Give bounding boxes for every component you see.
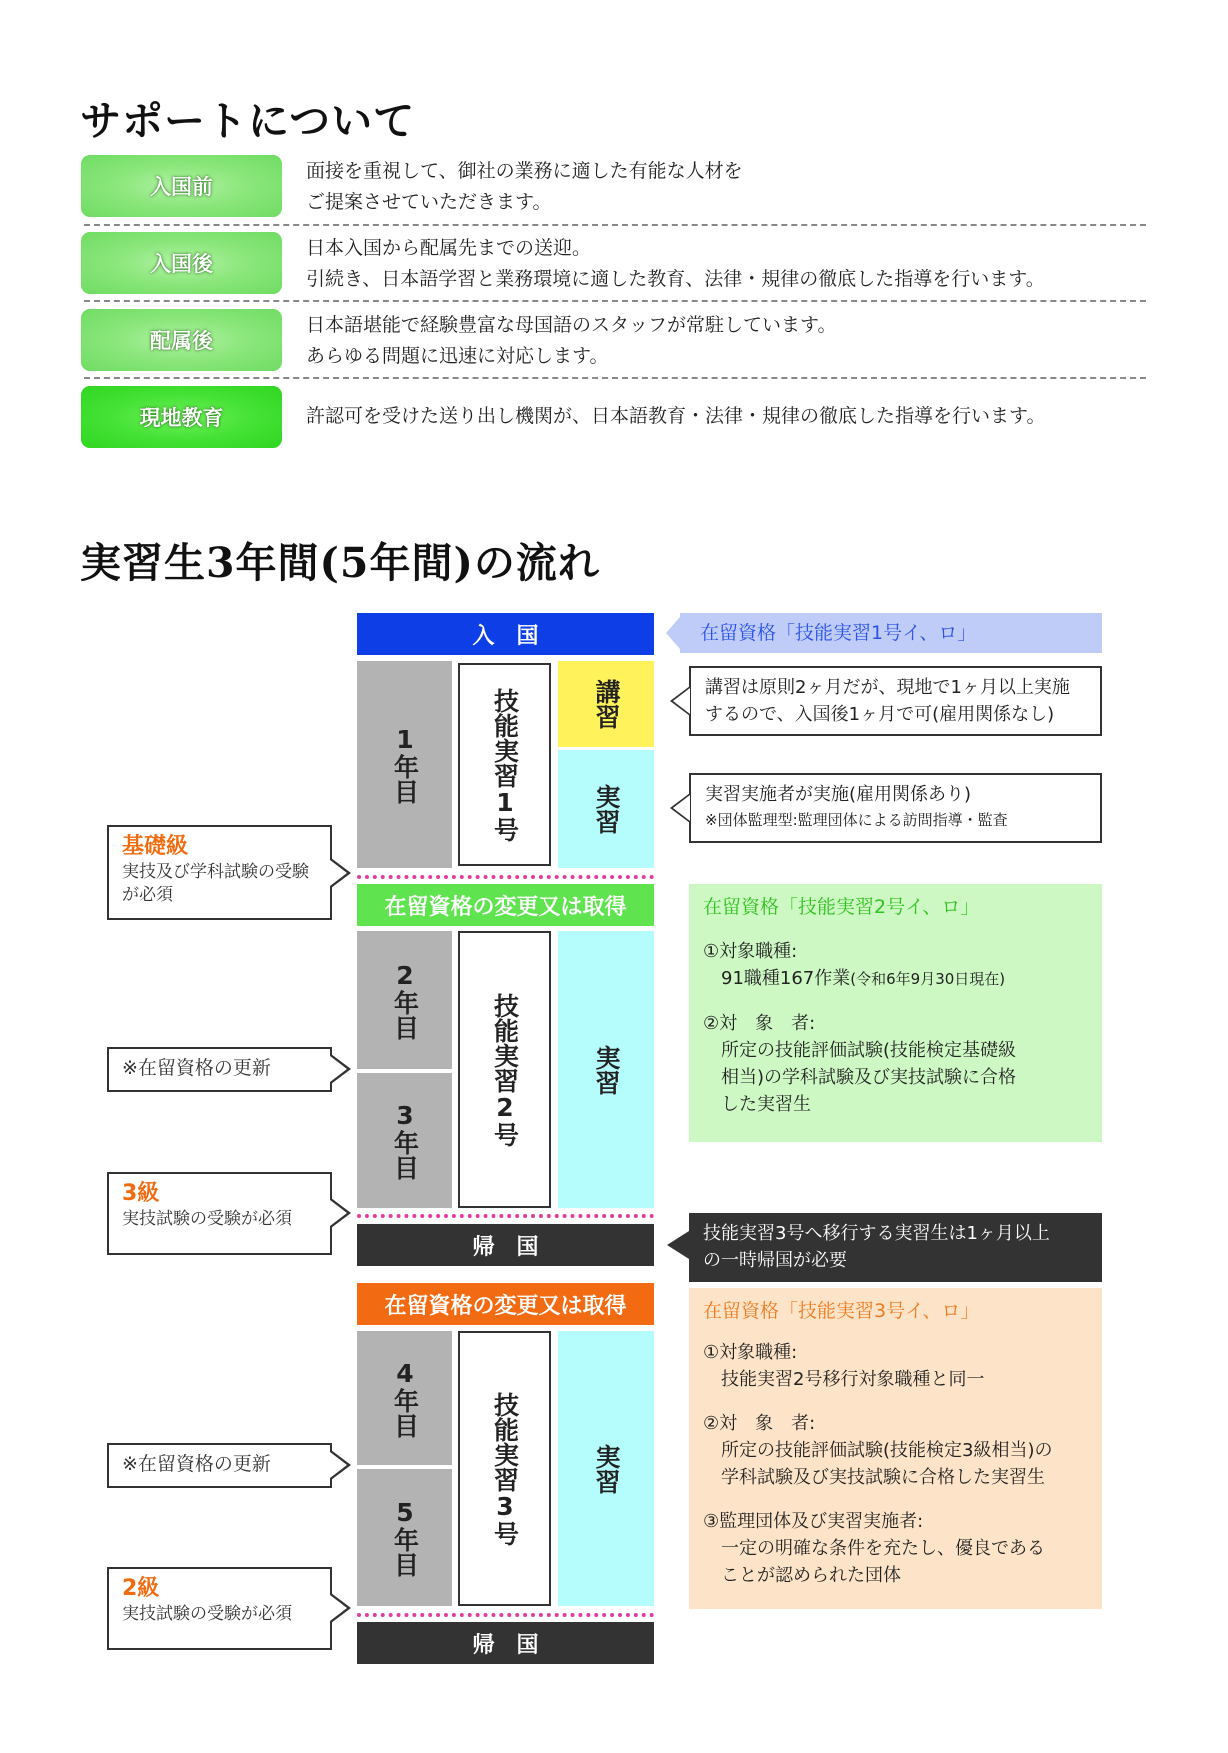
- practice-label: 実習: [592, 1443, 621, 1494]
- callout-tail: [667, 1231, 689, 1259]
- year-4-cell: [357, 1331, 452, 1465]
- year-3-label: 3年目: [390, 1101, 420, 1180]
- support-label-before-entry: 入国前: [81, 155, 282, 217]
- year-3-cell: [357, 1073, 452, 1208]
- year-2-cell: [357, 931, 452, 1069]
- lecture-cell: [558, 661, 654, 747]
- support-text-before-entry: 面接を重視して、御社の業務に適した有能な人材を ご提案させていただきます。: [306, 160, 743, 213]
- lecture-note: 講習は原則2ヶ月だが、現地で1ヶ月以上実施 するので、入国後1ヶ月で可(雇用関係なし): [689, 666, 1102, 736]
- support-label-after-assignment: 配属後: [81, 309, 282, 371]
- note-level-2: 2級 実技試験の受験が必須: [107, 1567, 332, 1650]
- entry-bar: 入 国: [357, 613, 654, 655]
- exam-divider: [357, 1214, 654, 1218]
- note-renewal-1: ※在留資格の更新: [107, 1047, 332, 1092]
- practice-cell-3: [558, 1331, 654, 1606]
- status-2-panel: 在留資格「技能実習2号イ、ロ」 ①対象職種: 91職種167作業(令和6年9月30日現在) ②対 象 者: 所定の技能評価試験(技能検定基礎級 相当)の学科試験及び実技試験に合格 した実習生: [689, 884, 1102, 1142]
- final-return-bar: 帰 国: [357, 1622, 654, 1664]
- level-2: 2級: [122, 1576, 160, 1601]
- year-5-label: 5年目: [390, 1498, 420, 1577]
- program-1-cell: [458, 663, 551, 866]
- support-text-after-assignment: 日本語堪能で経験豊富な母国語のスタッフが常駐しています。 あらゆる問題に迅速に対応します。: [306, 314, 837, 367]
- program-3-cell: [458, 1331, 551, 1606]
- status-2-title: 在留資格「技能実習2号イ、ロ」: [703, 896, 980, 918]
- note-level-3: 3級 実技試験の受験が必須: [107, 1172, 332, 1255]
- support-label-after-entry: 入国後: [81, 232, 282, 294]
- status-3-title: 在留資格「技能実習3号イ、ロ」: [703, 1300, 980, 1322]
- support-text-after-entry: 日本入国から配属先までの送迎。 引続き、日本語学習と業務環境に適した教育、法律・規律の徹底した指導を行います。: [306, 237, 1045, 290]
- practice-cell-2: [558, 931, 654, 1208]
- level-3: 3級: [122, 1181, 160, 1206]
- program-3-label: 技能実習3号: [490, 1391, 520, 1546]
- program-2-cell: [458, 931, 551, 1208]
- note-renewal-2: ※在留資格の更新: [107, 1443, 332, 1488]
- lecture-label: 講習: [592, 679, 621, 729]
- practice-label: 実習: [592, 784, 621, 834]
- practice-note: 実習実施者が実施(雇用関係あり) ※団体監理型:監理団体による訪問指導・監査: [689, 773, 1102, 843]
- support-label-local-education: 現地教育: [81, 386, 282, 448]
- status-change-bar-orange: 在留資格の変更又は取得: [357, 1283, 654, 1325]
- exam-divider: [357, 875, 654, 879]
- status-3-panel: 在留資格「技能実習3号イ、ロ」 ①対象職種: 技能実習2号移行対象職種と同一 ②対 象 者: 所定の技能評価試験(技能検定3級相当)の 学科試験及び実技試験に合格した実習生 ③監理団体及び実習実施者: 一定の明確な条件を充たし、優良である ことが認められた団体: [689, 1288, 1102, 1609]
- return-bar: 帰 国: [357, 1224, 654, 1266]
- year-1-cell: [357, 661, 452, 868]
- exam-divider: [357, 1613, 654, 1617]
- practice-label: 実習: [592, 1044, 621, 1095]
- return-note: 技能実習3号へ移行する実習生は1ヶ月以上 の一時帰国が必要: [689, 1213, 1102, 1282]
- support-title: サポートについて: [80, 97, 416, 145]
- program-2-label: 技能実習2号: [490, 992, 520, 1147]
- year-1-label: 1年目: [390, 725, 420, 804]
- level-basic: 基礎級: [122, 834, 189, 859]
- note-basic-level: 基礎級 実技及び学科試験の受験 が必須: [107, 825, 332, 920]
- year-4-label: 4年目: [390, 1358, 420, 1438]
- practice-cell-1: [558, 750, 654, 868]
- divider: [84, 224, 1146, 226]
- flow-title: 実習生3年間(5年間)の流れ: [80, 539, 600, 587]
- support-text-local-education: 許認可を受けた送り出し機関が、日本語教育・法律・規律の徹底した指導を行います。: [306, 405, 1046, 427]
- divider: [84, 377, 1146, 379]
- year-2-label: 2年目: [390, 960, 420, 1040]
- divider: [84, 300, 1146, 302]
- program-1-label: 技能実習1号: [490, 687, 520, 842]
- status-1-note: 在留資格「技能実習1号イ、ロ」: [680, 613, 1102, 653]
- year-5-cell: [357, 1469, 452, 1606]
- status-change-bar-green: 在留資格の変更又は取得: [357, 884, 654, 926]
